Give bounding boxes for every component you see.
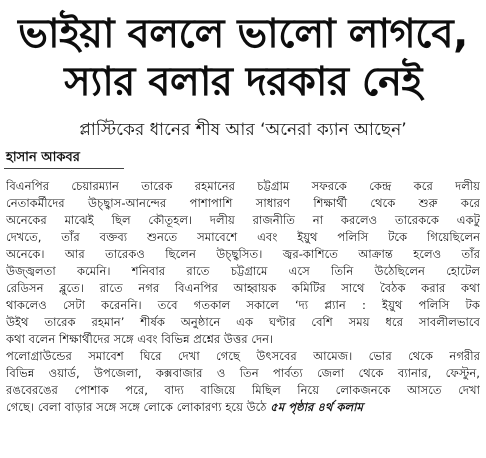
- headline-line-1: ভাইয়া বললে ভালো লাগবে,: [18, 11, 468, 57]
- body-line: উইথ তারেক রহমান’ শীর্ষক অনুষ্ঠানে এক ঘণ্টার বেশি সময় ধরে সাবলীলভাবে: [6, 315, 480, 329]
- body-line: বিভিন্ন ওয়ার্ড, উপজেলা, কক্সবাজার ও তিন পার্বত্য জেলা থেকে ব্যানার, ফেস্টুন,: [6, 366, 480, 380]
- body-line: উজ্জ্বলতা কমেনি। শনিবার রাতে চট্টগ্রামে এসে তিনি উঠেছিলেন হোটেল: [6, 264, 480, 278]
- body-line: দেখতে, তাঁর বক্তব্য শুনতে সমাবেশে এবং ইয়ুথ পলিসি টকে গিয়েছিলেন: [6, 230, 480, 244]
- body-line: অনেকের মাঝেই ছিল কৌতূহল। দলীয় রাজনীতি না করলেও তারেককে একটু: [6, 213, 480, 227]
- body-line: থাকলেও সেটা করেননি। তবে গতকাল সকালে ‘দ্য প্ল্যান : ইয়ুথ পলিসি টক: [6, 298, 480, 312]
- body-last-line: [6, 399, 480, 416]
- byline-underline: [4, 168, 124, 169]
- body-line: পলোগ্রাউন্ডের সমাবেশ ঘিরে দেখা গেছে উৎসবের আমেজ। ভোর থেকে নগরীর: [6, 349, 480, 363]
- byline: হাসান আকবর: [6, 150, 80, 165]
- body-line: নেতাকর্মীদের উচ্ছ্বাস-আনন্দের পাশাপাশি সাধারণ শিক্ষার্থী থেকে শুরু করে: [6, 196, 480, 210]
- body-line: রঙবেরঙের পোশাক পরে, বাদ্য বাজিয়ে মিছিল নিয়ে লোকজনকে আসতে দেখা: [6, 383, 480, 397]
- body-line: অনেকে। আর তারেকও ছিলেন উচ্ছ্বসিত। জ্বর-কাশিতে আক্রান্ত হলেও তাঁর: [6, 247, 480, 261]
- headline-line-2: স্যার বলার দরকার নেই: [64, 59, 422, 105]
- body-line: বিএনপির চেয়ারম্যান তারেক রহমানের চট্টগ্রাম সফরকে কেন্দ্র করে দলীয়: [6, 179, 480, 193]
- body-last-line-text: গেছে। বেলা বাড়ার সঙ্গে সঙ্গে লোকে লোকারণ্য হয়ে উঠে: [6, 400, 271, 414]
- body-line: কথা বলেন শিক্ষার্থীদের সঙ্গে এবং বিভিন্ন প্রশ্নের উত্তর দেন।: [6, 332, 274, 346]
- continuation-jump: ৫ম পৃষ্ঠার ৪র্থ কলাম: [270, 400, 363, 414]
- subheadline: প্লাস্টিকের ধানের শীষ আর ‘অনেরা ক্যান আছেন’: [79, 120, 407, 140]
- body-line: রেডিসন ব্লুতে। রাতে নগর বিএনপির আহ্বায়ক কমিটির সাথে বৈঠক করার কথা: [6, 281, 480, 295]
- article-body: [6, 178, 480, 416]
